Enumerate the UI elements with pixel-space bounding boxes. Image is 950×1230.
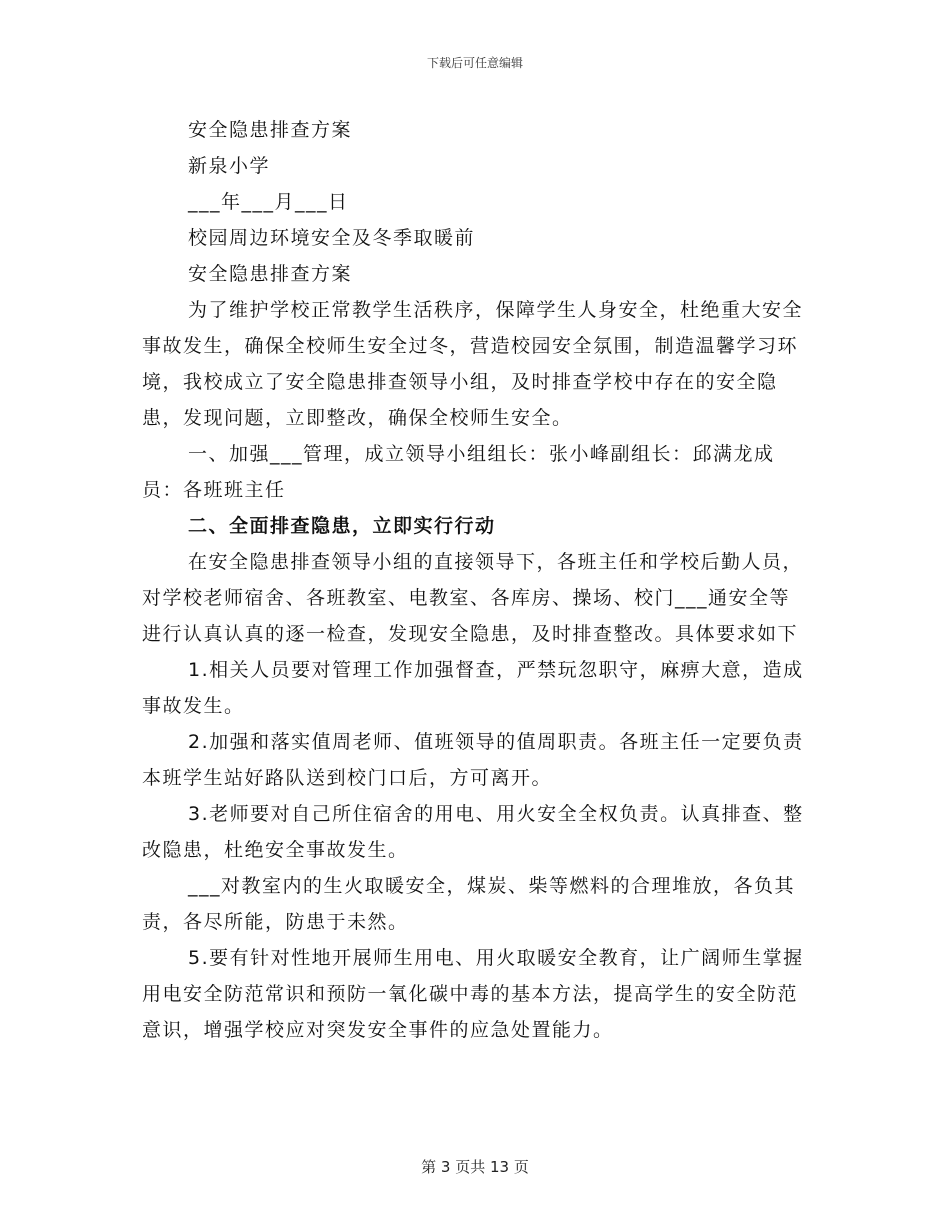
section-1: 一、加强___管理，成立领导小组组长：张小峰副组长：邱满龙成员：各班班主任: [142, 443, 775, 501]
list-item: 5.要有针对性地开展师生用电、用火取暖安全教育，让广阔师生掌握用电安全防范常识和预防一氧化碳中毒的基本方法，提高学生的安全防范意识，增强学校应对突发安全事件的应急处置能力。: [142, 947, 804, 1041]
list-item: 3.老师要对自己所住宿舍的用电、用火安全全权负责。认真排查、整改隐患，杜绝安全事故发生。: [142, 803, 804, 861]
subtitle-line-2: 安全隐患排查方案: [188, 263, 353, 285]
date-line: ___年___月___日: [188, 191, 349, 213]
school-name: 新泉小学: [188, 155, 271, 177]
list-item: ___对教室内的生火取暖安全，煤炭、柴等燃料的合理堆放，各负其责，各尽所能，防患于未然。: [142, 875, 796, 933]
document-body: [142, 112, 806, 1048]
doc-title: 安全隐患排查方案: [188, 119, 353, 141]
header-note: 下载后可任意编辑: [426, 56, 523, 70]
section-2-body: 在安全隐患排查领导小组的直接领导下，各班主任和学校后勤人员，对学校老师宿舍、各班教室、电教室、各库房、操场、校门___通安全等进行认真认真的逐一检查，发现安全隐患，及时排查整改。具体要求如下: [142, 551, 804, 645]
subtitle-line-1: 校园周边环境安全及冬季取暖前: [188, 227, 476, 249]
list-item: 1.相关人员要对管理工作加强督查，严禁玩忽职守，麻痹大意，造成事故发生。: [142, 659, 804, 717]
page-number: 第 3 页共 13 页: [421, 1158, 529, 1176]
section-2-heading: 二、全面排查隐患，立即实行行动: [188, 515, 496, 537]
list-item: 2.加强和落实值周老师、值班领导的值周职责。各班主任一定要负责本班学生站好路队送到校门口后，方可离开。: [142, 731, 804, 789]
intro-paragraph: 为了维护学校正常教学生活秩序，保障学生人身安全，杜绝重大安全事故发生，确保全校师生安全过冬，营造校园安全氛围，制造温馨学习环境，我校成立了安全隐患排查领导小组，及时排查学校中存在的安全隐患，发现问题，立即整改，确保全校师生安全。: [142, 299, 804, 429]
